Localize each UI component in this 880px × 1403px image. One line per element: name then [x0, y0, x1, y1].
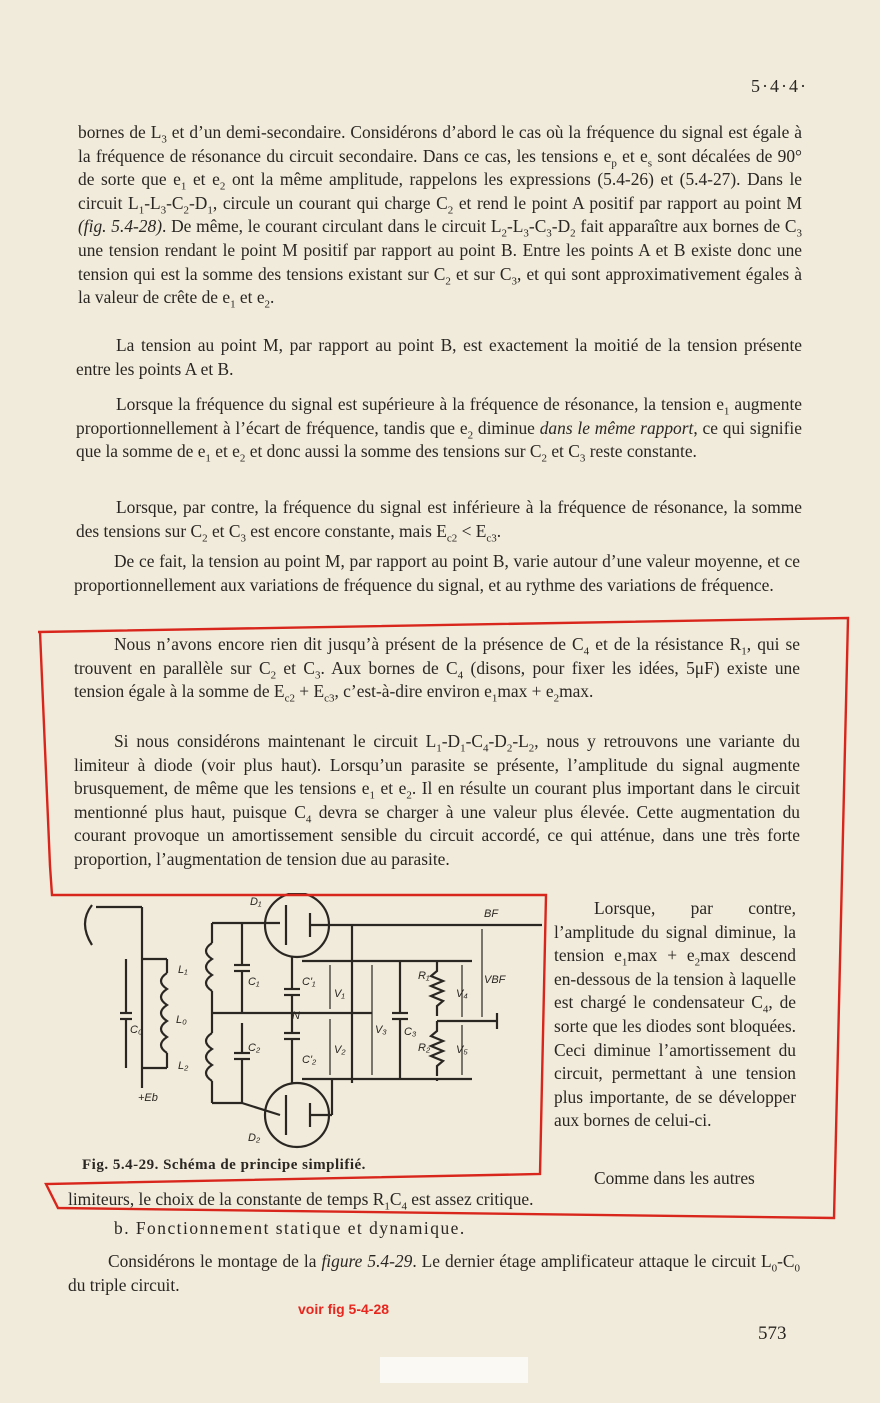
label-v5: V₅	[456, 1044, 468, 1056]
label-n: N	[292, 1010, 300, 1022]
label-l2: L₂	[178, 1060, 189, 1072]
label-d2: D₂	[248, 1132, 261, 1144]
label-c2: C₂	[248, 1042, 261, 1054]
section-subheading: b. Fonctionnement statique et dynamique.	[114, 1218, 466, 1238]
label-c1: C₁	[248, 976, 260, 988]
label-c2p: C'₂	[302, 1054, 317, 1066]
circuit-schematic	[72, 893, 542, 1161]
label-vbf: VBF	[484, 974, 506, 986]
label-r1: R₁	[418, 970, 430, 982]
paragraph-7: Si nous considérons maintenant le circuit $L_1-D_1-C_4-D_2-L_2$, nous y retrouvons une variante du limiteur à diode (voir plus haut). Lorsqu’un parasite se présente, l’amplitude du signal augmente brusquement, de même que les tensions $e_1$ et $e_2$. Il en résulte un courant plus important dans le circuit mentionné plus haut, puisque $C_4$ devra se charger à une valeur plus élevée. Cette augmentation du courant provoque un amortissement sensible du circuit accordé, ce qui atténue, dans une très forte proportion, l’augmentation de tension due au parasite.	[74, 731, 801, 869]
page-number: 573	[758, 1323, 787, 1344]
label-r2: R₂	[418, 1042, 431, 1054]
paragraph-2: La tension au point M, par rapport au point B, est exactement la moitié de la tension présente entre les points A et B.	[76, 335, 802, 379]
paragraph-8: Lorsque, par contre, l’amplitude du signal diminue, la tension $e_1\max + e_2\max$ descend en-dessous de la tension à laquelle est chargé le condensateur $C_4$, de sorte que les diodes sont bloquées. Ceci diminue l’amortissement du circuit, permettant à une tension plus importante, de se développer aux bornes de celui-ci.	[554, 898, 796, 1131]
label-v2: V₂	[334, 1044, 346, 1056]
paragraph-4: Lorsque, par contre, la fréquence du signal est inférieure à la fréquence de résonance, la somme des tensions sur $C_2$ et $C_3$ est encore constante, mais $E_{c2} < E_{c3}$.	[76, 497, 802, 545]
label-l1: L₁	[178, 964, 188, 976]
label-v4: V₄	[456, 988, 468, 1000]
label-l0: L₀	[176, 1014, 187, 1026]
paragraph-9-end: limiteurs, le choix de la constante de temps $R_1C_4$ est assez critique.	[68, 1189, 534, 1213]
paragraph-3: Lorsque la fréquence du signal est supérieure à la fréquence de résonance, la tension $e_1$ augmente proportionnellement à l’écart de fréquence, tandis que $e_2$ diminue dans le même rapport, ce qui signifie que la somme de $e_1$ et $e_2$ et donc aussi la somme des tensions sur $C_2$ et $C_3$ reste constante.	[76, 394, 802, 465]
label-eb: +Eb	[138, 1092, 158, 1104]
label-bf: BF	[484, 908, 499, 920]
handwritten-note: voir fig 5-4-28	[298, 1301, 390, 1317]
section-number: 5·4·4·	[751, 76, 808, 96]
label-c0: C₀	[130, 1024, 143, 1036]
label-v1: V₁	[334, 988, 345, 1000]
paragraph-1: bornes de $L_3$ et d’un demi-secondaire. Considérons d’abord le cas où la fréquence du signal est égale à la fréquence de résonance du circuit secondaire. Dans ce cas, les tensions $e_p$ et $e_s$ sont décalées de 90° de sorte que $e_1$ et $e_2$ ont la même amplitude, rappelons les expressions (5.4-26) et (5.4-27). Dans le circuit $L_1-L_3-C_2-D_1$, circule un courant qui charge $C_2$ et rend le point A positif par rapport au point M (fig. 5.4-28). De même, le courant circulant dans le circuit $L_2-L_3-C_3-D_2$ fait apparaître aux bornes de $C_3$ une tension rendant le point M positif par rapport au point B. Entre les points A et B existe donc une tension qui est la somme des tensions existant sur $C_2$ et sur $C_3$, et qui sont approximativement égales à la valeur de crête de $e_1$ et $e_2$.	[78, 122, 803, 311]
label-c3: C₃	[404, 1026, 417, 1038]
white-patch	[380, 1357, 528, 1383]
paragraph-9-start: Comme dans les autres	[594, 1168, 755, 1188]
paragraph-6: Nous n’avons encore rien dit jusqu’à présent de la présence de $C_4$ et de la résistance $R_1$, qui se trouvent en parallèle sur $C_2$ et $C_3$. Aux bornes de $C_4$ (disons, pour fixer les idées, 5μF) existe une tension égale à la somme de $E_{c2} + E_{c3}$, c’est-à-dire environ $e_1\max + e_2\max$.	[74, 634, 800, 705]
paragraph-10: Considérons le montage de la figure 5.4-29. Le dernier étage amplificateur attaque le circuit $L_0-C_0$ du triple circuit.	[68, 1251, 800, 1295]
label-c1p: C'₁	[302, 976, 316, 988]
paragraph-5: De ce fait, la tension au point M, par rapport au point B, varie autour d’une valeur moyenne, et ce proportionnellement aux variations de fréquence du signal, et au rythme des variations de fréquence.	[74, 551, 800, 595]
label-v3: V₃	[375, 1024, 387, 1036]
figure-caption: Fig. 5.4-29. Schéma de principe simplifié.	[82, 1157, 366, 1173]
label-d1: D₁	[250, 896, 262, 908]
